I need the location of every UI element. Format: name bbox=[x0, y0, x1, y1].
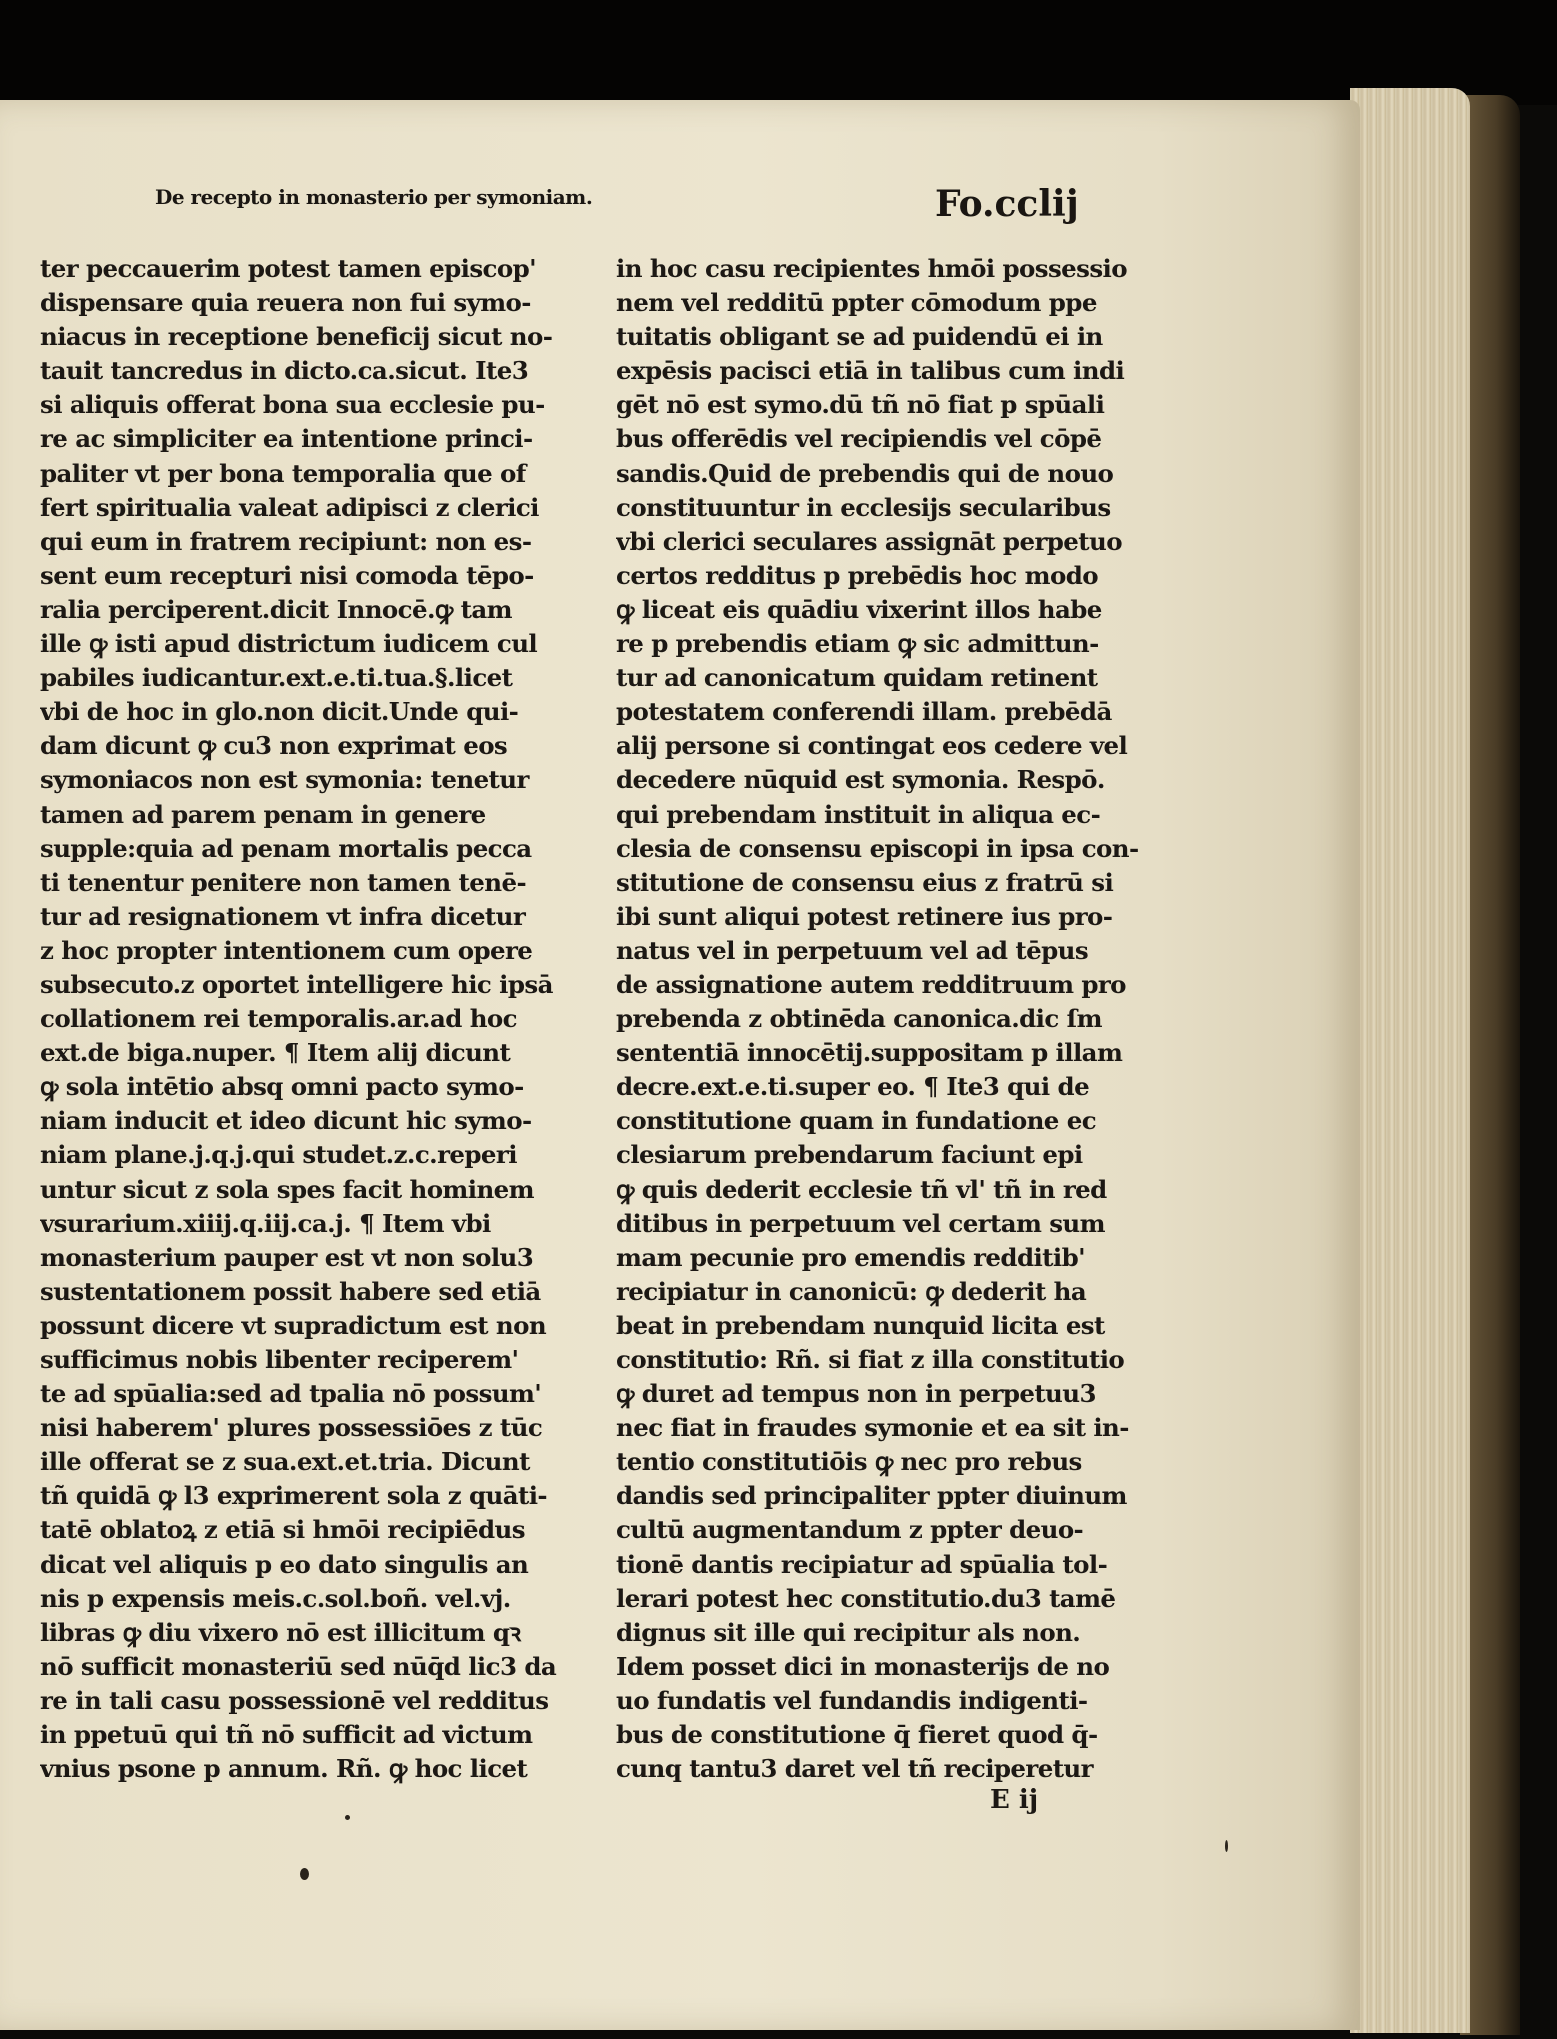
text-line: te ad spūalia:sed ad tpalia nō possum' bbox=[40, 1379, 542, 1409]
text-line: de assignatione autem redditruum pro bbox=[616, 969, 1126, 999]
text-line: tentio constitutiōis ꝙ nec pro rebus bbox=[616, 1447, 1082, 1477]
text-line: clesia de consensu episcopi in ipsa con- bbox=[616, 833, 1139, 863]
text-line: ille ꝙ isti apud districtum iudicem cul bbox=[40, 629, 538, 659]
text-line: re in tali casu possessionē vel redditus bbox=[40, 1685, 549, 1715]
text-line: clesiarum prebendarum faciunt epi bbox=[616, 1140, 1083, 1170]
text-line: tauit tancredus in dicto.ca.sicut. Ite3 bbox=[40, 356, 529, 386]
text-line: sandis.Quid de prebendis qui de nouo bbox=[616, 458, 1114, 488]
text-line: qui prebendam instituit in aliqua ec- bbox=[616, 799, 1101, 829]
text-line: alij persone si contingat eos cedere vel bbox=[616, 731, 1128, 761]
text-line: possunt dicere vt supradictum est non bbox=[40, 1310, 547, 1340]
text-line: ille offerat se z sua.ext.et.tria. Dicunt bbox=[40, 1447, 530, 1477]
text-line: vsurarium.xiiij.q.iij.ca.j. ¶ Item vbi bbox=[40, 1208, 491, 1238]
text-line: gēt nō est symo.dū tñ nō fiat p spūali bbox=[616, 390, 1105, 420]
text-line: uo fundatis vel fundandis indigenti- bbox=[616, 1685, 1088, 1715]
text-line: niacus in receptione beneficij sicut no- bbox=[40, 322, 553, 352]
text-line: prebenda z obtinēda canonica.dic ſm bbox=[616, 1004, 1102, 1034]
text-line: untur sicut z sola spes facit hominem bbox=[40, 1174, 534, 1204]
text-line: stitutione de consensu eius z fratrū si bbox=[616, 867, 1114, 897]
text-line: recipiatur in canonicū: ꝙ dederit ha bbox=[616, 1276, 1087, 1306]
text-line: dandis sed principaliter ppter diuinum bbox=[616, 1481, 1127, 1511]
text-line: tatē oblatoꝝ z etiā si hmōi recipiēdus bbox=[40, 1515, 525, 1545]
text-line: collationem rei temporalis.ar.ad hoc bbox=[40, 1004, 517, 1034]
text-line: lerari potest hec constitutio.du3 tamē bbox=[616, 1583, 1116, 1613]
text-line: ꝙ duret ad tempus non in perpetuu3 bbox=[616, 1379, 1096, 1409]
text-line: ꝙ quis dederit ecclesie tñ vl' tñ in red bbox=[616, 1174, 1107, 1204]
text-line: cultū augmentandum z ppter deuo- bbox=[616, 1515, 1084, 1545]
text-line: ti tenentur penitere non tamen tenē- bbox=[40, 867, 527, 897]
text-line: symoniacos non est symonia: tenetur bbox=[40, 765, 529, 795]
scan-background bbox=[0, 0, 1557, 105]
text-line: subsecuto.z oportet intelligere hic ipsā bbox=[40, 969, 553, 999]
text-line: pabiles iudicantur.ext.e.ti.tua.§.licet bbox=[40, 663, 513, 693]
text-line: paliter vt per bona temporalia que of bbox=[40, 458, 526, 488]
text-line: tionē dantis recipiatur ad spūalia tol- bbox=[616, 1549, 1108, 1579]
text-line: nisi haberem' plures possessiōes z tūc bbox=[40, 1413, 543, 1443]
text-line: ralia perciperent.dicit Innocē.ꝙ tam bbox=[40, 594, 512, 624]
text-line: ꝙ liceat eis quādiu vixerint illos habe bbox=[616, 594, 1102, 624]
text-line: ibi sunt aliqui potest retinere ius pro- bbox=[616, 901, 1113, 931]
text-line: bus de constitutione q̄ fieret quod q̄- bbox=[616, 1720, 1098, 1750]
text-line: constitutione quam in fundatione ec bbox=[616, 1106, 1097, 1136]
ink-speck bbox=[300, 1868, 309, 1880]
text-line: certos redditus p prebēdis hoc modo bbox=[616, 560, 1099, 590]
text-line: dicat vel aliquis p eo dato singulis an bbox=[40, 1549, 529, 1579]
text-line: tur ad resignationem vt infra dicetur bbox=[40, 901, 526, 931]
text-line: tur ad canonicatum quidam retinent bbox=[616, 663, 1098, 693]
text-line: nis p expensis meis.c.sol.boñ. vel.vj. bbox=[40, 1583, 511, 1613]
text-line: vnius psone p annum. Rñ. ꝙ hoc licet bbox=[40, 1754, 528, 1784]
text-line: beat in prebendam nunquid licita est bbox=[616, 1310, 1105, 1340]
text-line: si aliquis offerat bona sua ecclesie pu- bbox=[40, 390, 545, 420]
text-line: decre.ext.e.ti.super eo. ¶ Ite3 qui de bbox=[616, 1072, 1090, 1102]
text-line: dam dicunt ꝙ cu3 non exprimat eos bbox=[40, 731, 508, 761]
text-line: supple:quia ad penam mortalis pecca bbox=[40, 833, 532, 863]
text-line: in ppetuū qui tñ nō sufficit ad victum bbox=[40, 1720, 533, 1750]
running-title: De recepto in monasterio per symoniam. bbox=[155, 185, 593, 209]
text-line: ditibus in perpetuum vel certam sum bbox=[616, 1208, 1105, 1238]
ink-speck bbox=[1225, 1840, 1228, 1852]
text-line: nec fiat in fraudes symonie et ea sit in- bbox=[616, 1413, 1129, 1443]
text-line: monasterium pauper est vt non solu3 bbox=[40, 1242, 534, 1272]
text-line: sententiā innocētij.suppositam p illam bbox=[616, 1038, 1123, 1068]
text-line: nō sufficit monasteriū sed nūq̄d lic3 da bbox=[40, 1651, 557, 1681]
text-line: cunq tantu3 daret vel tñ reciperetur bbox=[616, 1754, 1093, 1784]
text-line: Idem posset dici in monasterijs de no bbox=[616, 1651, 1110, 1681]
text-line: expēsis pacisci etiā in talibus cum indi bbox=[616, 356, 1125, 386]
text-line: vbi de hoc in glo.non dicit.Unde qui- bbox=[40, 697, 519, 727]
text-line: nem vel redditū ppter cōmodum ppe bbox=[616, 288, 1097, 318]
signature-mark: E ij bbox=[990, 1785, 1039, 1815]
text-line: tuitatis obligant se ad puidendū ei in bbox=[616, 322, 1103, 352]
text-line: vbi clerici seculares assignāt perpetuo bbox=[616, 526, 1122, 556]
text-line: in hoc casu recipientes hmōi possessio bbox=[616, 254, 1127, 283]
text-line: qui eum in fratrem recipiunt: non es- bbox=[40, 526, 532, 556]
text-line: potestatem conferendi illam. prebēdā bbox=[616, 697, 1112, 727]
text-line: constitutio: Rñ. si fiat z illa constitutio bbox=[616, 1345, 1125, 1374]
text-line: libras ꝙ diu vixero nō est illicitum qꝛ bbox=[40, 1617, 521, 1647]
text-line: dispensare quia reuera non fui symo- bbox=[40, 288, 531, 318]
text-line: natus vel in perpetuum vel ad tēpus bbox=[616, 935, 1089, 965]
text-line: re ac simpliciter ea intentione princi- bbox=[40, 424, 533, 454]
text-line: niam inducit et ideo dicunt hic symo- bbox=[40, 1106, 532, 1136]
folio-number: Fo.cclij bbox=[935, 183, 1079, 225]
text-line: tamen ad parem penam in genere bbox=[40, 799, 486, 829]
text-line: decedere nūquid est symonia. Respō. bbox=[616, 765, 1105, 795]
text-line: sustentationem possit habere sed etiā bbox=[40, 1276, 541, 1306]
text-line: z hoc propter intentionem cum opere bbox=[40, 935, 533, 965]
text-line: ter peccauerim potest tamen episcop' bbox=[40, 254, 537, 283]
text-line: re p prebendis etiam ꝙ sic admittun- bbox=[616, 629, 1099, 659]
text-line: constituuntur in ecclesijs secularibus bbox=[616, 492, 1111, 522]
text-line: mam pecunie pro emendis redditib' bbox=[616, 1242, 1086, 1272]
text-line: sent eum recepturi nisi comoda tēpo- bbox=[40, 560, 534, 590]
text-line: ꝙ sola intētio absq omni pacto symo- bbox=[40, 1072, 524, 1102]
text-line: tñ quidā ꝙ l3 exprimerent sola z quāti- bbox=[40, 1481, 547, 1511]
text-line: niam plane.j.q.j.qui studet.z.c.reperi bbox=[40, 1140, 517, 1170]
text-line: bus offerēdis vel recipiendis vel cōpē bbox=[616, 424, 1102, 454]
text-line: fert spiritualia valeat adipisci z clerici bbox=[40, 492, 539, 522]
page-stack-edges bbox=[1350, 88, 1470, 2033]
right-text-column bbox=[616, 252, 1181, 1786]
ink-speck bbox=[345, 1815, 350, 1820]
text-line: sufficimus nobis libenter reciperem' bbox=[40, 1345, 519, 1374]
text-line: dignus sit ille qui recipitur als non. bbox=[616, 1617, 1081, 1647]
left-text-column bbox=[40, 252, 605, 1786]
text-line: ext.de biga.nuper. ¶ Item alij dicunt bbox=[40, 1038, 511, 1068]
